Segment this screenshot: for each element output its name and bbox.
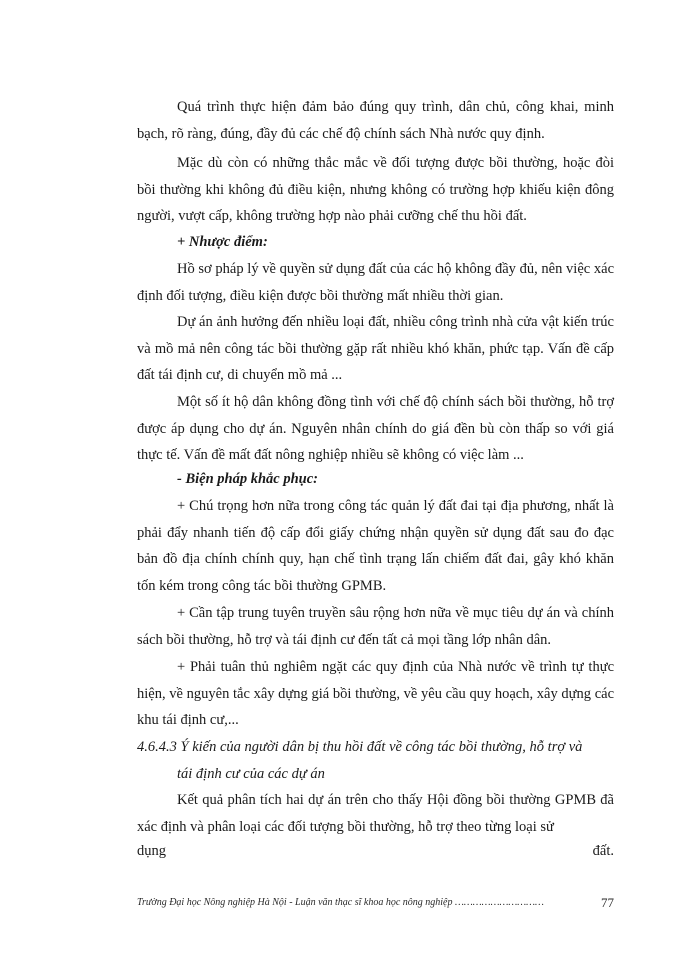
section-title-line-1: Ý kiến của người dân bị thu hồi đất về công tác bồi thường, hỗ trợ và <box>180 739 583 755</box>
section-number: 4.6.4.3 <box>137 739 177 755</box>
paragraph-4: Dự án ảnh hưởng đến nhiều loại đất, nhiều công trình nhà cửa vật kiến trúc và mồ mả nên công tác bồi thường gặp rất nhiều khó khăn, phức tạp. Vấn đề cấp đất tái định cư, di chuyển mồ mả ... <box>137 314 614 383</box>
section-heading <box>137 734 614 787</box>
page-footer <box>137 897 614 908</box>
paragraph-2: Mặc dù còn có những thắc mắc về đối tượng được bồi thường, hoặc đòi bồi thường khi không đủ điều kiện, nhưng không có trường hợp khiếu kiện đông người, vượt cấp, không trường hợp nào phải cưỡng chế thu hồi đất. <box>137 155 614 224</box>
heading-weakness: + Nhược điểm: <box>177 234 268 250</box>
paragraph-1: Quá trình thực hiện đảm bảo đúng quy trình, dân chủ, công khai, minh bạch, rõ ràng, đúng, đầy đủ các chế độ chính sách Nhà nước quy định. <box>137 99 614 142</box>
paragraph-6: + Chú trọng hơn nữa trong công tác quản lý đất đai tại địa phương, nhất là phải đẩy nhanh tiến độ cấp đổi giấy chứng nhận quyền sử dụng đất sau đo đạc bản đồ địa chính chính quy, hạn chế tình trạng lấn chiếm đất đai, gây khó khăn tốn kém trong công tác bồi thường GPMB. <box>137 498 614 594</box>
page-number: 77 <box>601 895 614 910</box>
footer-text: Trường Đại học Nông nghiệp Hà Nội - Luận văn thạc sĩ khoa học nông nghiệp ………………………… <box>137 897 544 908</box>
section-title-line-2: tái định cư của các dự án <box>177 765 325 782</box>
last-line-left: dụng <box>137 843 166 859</box>
paragraph-8: + Phải tuân thủ nghiêm ngặt các quy định của Nhà nước về trình tự thực hiện, về nguyên tắc xây dựng giá bồi thường, về yêu cầu quy hoạch, xây dựng các khu tái định cư,... <box>137 659 614 728</box>
paragraph-5: Một số ít hộ dân không đồng tình với chế độ chính sách bồi thường, hỗ trợ được áp dụng cho dự án. Nguyên nhân chính do giá đền bù còn thấp so với giá thực tế. Vấn đề mất đất nông nghiệp nhiều sẽ không có việc làm ... <box>137 394 614 463</box>
last-line-right: đất. <box>592 843 614 859</box>
paragraph-9: Kết quả phân tích hai dự án trên cho thấy Hội đồng bồi thường GPMB đã xác định và phân loại các đối tượng bồi thường, hỗ trợ theo từng loại sử <box>137 792 614 835</box>
paragraph-9-last-line <box>137 838 614 864</box>
paragraph-7: + Cần tập trung tuyên truyền sâu rộng hơn nữa về mục tiêu dự án và chính sách bồi thường, hỗ trợ và tái định cư đến tất cả mọi tầng lớp nhân dân. <box>137 605 614 648</box>
paragraph-3: Hồ sơ pháp lý về quyền sử dụng đất của các hộ không đầy đủ, nên việc xác định đối tượng, điều kiện được bồi thường mất nhiều thời gian. <box>137 261 614 304</box>
heading-solutions: - Biện pháp khắc phục: <box>177 471 318 487</box>
